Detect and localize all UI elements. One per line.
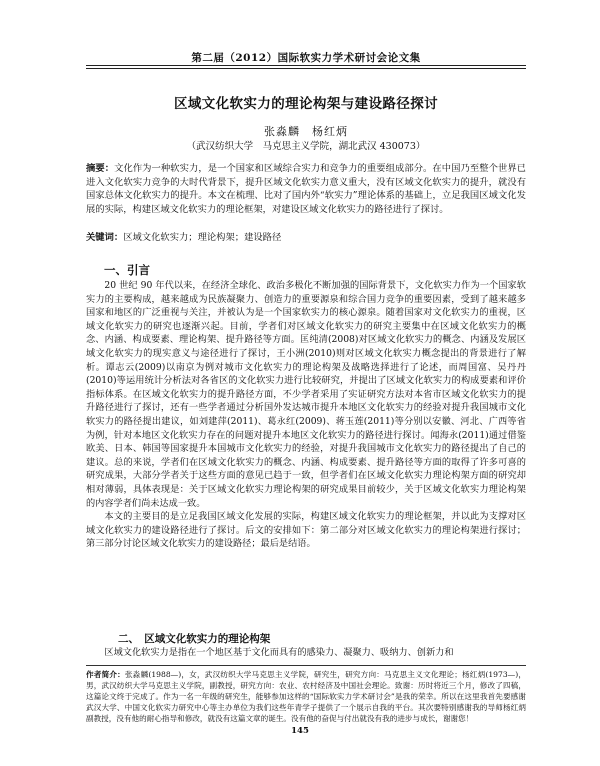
running-header: 第二届（2012）国际软实力学术研讨会论文集 [191,52,421,64]
paper-title: 区域文化软实力的理论构架与建设路径探讨 [173,96,439,112]
body-paragraph: 本文的主要目的是立足我国区域文化发展的实际，构建区域文化软实力的理论框架，并以此为支撑对区域文化软实力的建设路径进行了探讨。后文的安排如下：第二部分对区域文化软实力的理论构架进行探讨；第三部分讨论区域文化软实力的建设路径；最后是结语。 [86,511,526,550]
abstract-block [86,162,526,216]
author-affiliation: （武汉纺织大学 马克思主义学院，湖北武汉 430073） [186,141,426,152]
body-paragraph: 20 世纪 90 年代以来，在经济全球化、政治多极化不断加强的国际背景下，文化软实力作为一个国家软实力的主要构成，越来越成为民族凝聚力、创造力的重要源泉和综合国力竞争的重要因素，受到了越来越多国家和地区的广泛重视与关注，并被认为是一个国家软实力的核心源泉。随着国家对文化软实力的重视，区域文化软实力的研究也逐渐兴起。目前，学者们对区域文化软实力的研究主要集中在区域文化软实力的概念、内涵、构成要素、理论构架、提升路径等方面。匡纯清(2008)对区域文化软实力的概念、内涵及发展区域文化软实力的现实意义与途径进行了探讨，王小洲(2010)则对区域文化软实力概念提出的背景进行了解析。谭志云(2009)以南京为例对城市文化软实力的理论构架及战略选择进行了论述，而周国富、吴丹丹(2010)等运用统计分析法对各省区的文化软实力进行比较研究，并提出了区域文化软实力的构成要素和评价指标体系。在区域文化软实力的提升路径方面，不少学者采用了实证研究方法对本省市区域文化软实力的提升路径进行了探讨，还有一些学者通过分析国外发达城市提升本地区文化软实力的经验对提升我国城市文化软实力的路径提出建议，如刘建萍(2011)、葛永红(2009)、蒋玉莲(2011)等分别以安徽、河北、广西等省为例，针对本地区文化软实力存在的问题对提升本地区文化软实力的路径进行探讨。闻海永(2011)通过借鉴欧美、日本、韩国等国家提升本国城市文化软实力的经验，对提升我国城市文化软实力的路径提出了自己的建议。总的来说，学者们在区域文化软实力的概念、内涵、构成要素、提升路径等方面的取得了许多可喜的研究成果，大部分学者关于这些方面的意见已趋于一致，但学者们在区域文化软实力理论构架方面的研究却相对薄弱，具体表现是：关于区域文化软实力理论构架的研究成果目前较少，关于区域文化软实力理论构架的内容学者们尚未达成一致。 [86,280,526,509]
footnote-text: 张淼麟(1988—)，女，武汉纺织大学马克思主义学院，研究生，研究方向：马克思主义文化理论；杨红炳(1973—)，男，武汉纺织大学马克思主义学院，副教授，研究方向：农业、农村经济及中国社会理论。致谢：历时将近三个月，修改了四稿，这篇论文终于完成了。作为一名一年级的研究生，能够参加这样的“国际软实力学术研讨会”是我的荣幸。所以在这里我首先要感谢武汉大学、中国文化软实力研究中心等主办单位为我们这些年青学子提供了一个展示自我的平台。其次要特别感谢我的导师杨红炳副教授，没有他的耐心指导和修改，就没有这篇文章的诞生。没有他的奋促与付出就没有我的进步与成长，谢谢您！ [86,670,527,723]
section-heading-framework: 二、 区域文化软实力的理论构架 [118,633,271,645]
keywords-text: 区域文化软实力；理论构架；建设路径 [123,232,282,243]
section-body-introduction [86,279,526,551]
author-names: 张淼麟 杨红炳 [264,125,348,138]
abstract-label: 摘要： [86,163,115,174]
footnote-divider [86,665,526,666]
section-heading-introduction: 一、引言 [104,263,150,277]
header-divider [86,65,526,69]
keywords-label: 关键词： [86,232,124,243]
footnote-label: 作者简介： [86,670,125,679]
page-number: 145 [291,726,309,736]
keywords-block [86,231,526,244]
footnote-block [86,669,526,724]
body-paragraph: 区域文化软实力是指在一个地区基于文化而具有的感染力、凝聚力、吸纳力、创新力和 [104,647,454,658]
abstract-text: 文化作为一种软实力，是一个国家和区域综合实力和竞争力的重要组成部分。在中国乃至整个世界已进入文化软实力竞争的大时代背景下，提升区域文化软实力意义重大，没有区域文化软实力的提升，就没有国家总体文化软实力的提升。本文在梳理、比对了国内外“软实力”理论体系的基础上，立足我国区域文化发展的实际，构建区域文化软实力的理论框架，对建设区域文化软实力的路径进行了探讨。 [86,163,526,215]
